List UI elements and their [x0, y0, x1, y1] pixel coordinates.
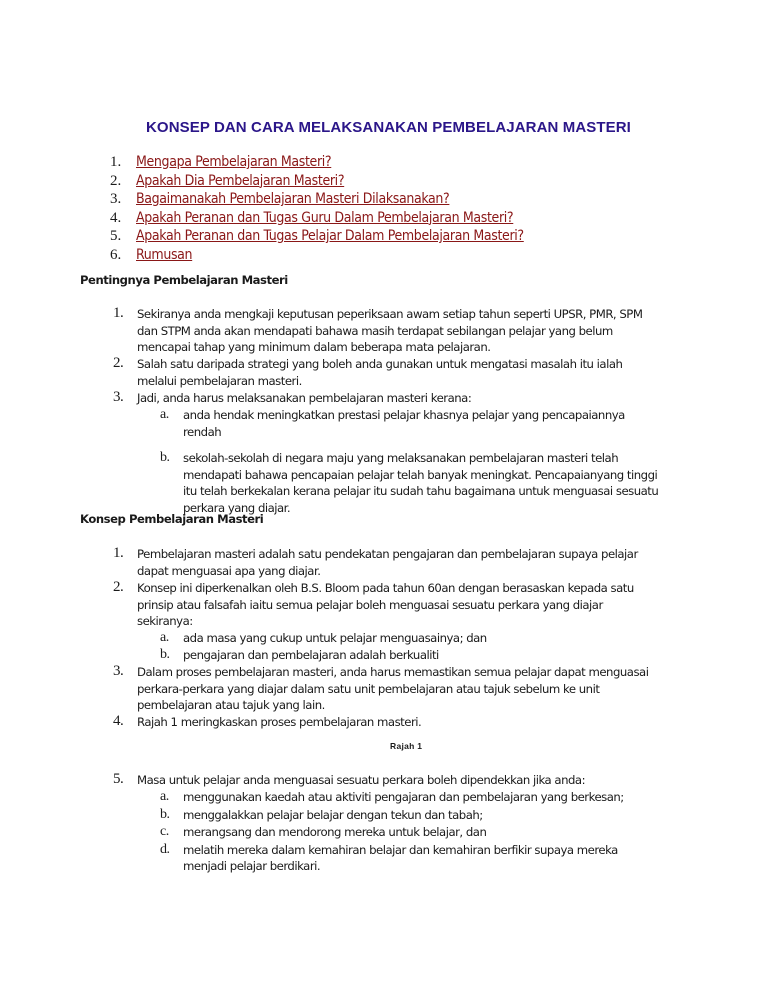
text-line: anda hendak meningkatkan prestasi pelajar khasnya pelajar yang pencapaiannya	[183, 408, 625, 422]
text-line: sekiranya:	[137, 614, 193, 629]
item-text	[183, 824, 683, 841]
sub-list-item	[0, 630, 768, 647]
toc-item	[110, 245, 524, 264]
list-item	[0, 664, 768, 714]
item-text	[137, 356, 682, 389]
item-text	[183, 630, 683, 647]
item-text	[183, 807, 683, 824]
section-pentingnya-list	[0, 306, 768, 516]
toc-number: 2.	[110, 172, 122, 189]
toc-number: 4.	[110, 209, 122, 226]
text-line: Pembelajaran masteri adalah satu pendekatan pengajaran dan pembelajaran supaya pelajar	[137, 547, 638, 561]
sub-list-item	[0, 824, 768, 842]
text-line: Sekiranya anda mengkaji keputusan peperiksaan awam setiap tahun seperti UPSR, PMR, SPM	[137, 307, 643, 321]
sub-list-item	[0, 647, 768, 664]
item-text	[183, 450, 683, 516]
toc-number: 1.	[110, 154, 122, 170]
text-line: Masa untuk pelajar anda menguasai sesuatu perkara boleh dipendekkan jika anda:	[137, 773, 586, 787]
list-item	[0, 714, 768, 731]
text-line: mendapati bahawa pencapaian pelajar telah banyak meningkat. Pencapaianyang tinggi	[183, 467, 658, 482]
item-number: 4.	[113, 713, 124, 729]
section-konsep-list-continued	[0, 772, 768, 876]
toc-link-bagaimanakah[interactable]: Bagaimanakah Pembelajaran Masteri Dilaksanakan?	[136, 191, 450, 208]
text-line: Dalam proses pembelajaran masteri, anda harus memastikan semua pelajar dapat menguasai	[137, 665, 649, 679]
item-number: 5.	[113, 771, 124, 787]
text-line: melatih mereka dalam kemahiran belajar dan kemahiran berfikir supaya mereka	[183, 842, 618, 857]
section-konsep-list	[0, 546, 768, 731]
item-letter: b.	[160, 806, 170, 822]
list-item	[0, 580, 768, 630]
text-line: Salah satu daripada strategi yang boleh anda gunakan untuk mengatasi masalah itu ialah	[137, 357, 623, 371]
item-letter: b.	[160, 647, 170, 662]
text-line: itu telah berkekalan kerana pelajar itu sudah tahu bagaimana untuk menguasai sesuatu	[183, 484, 659, 499]
text-line: Rajah 1 meringkaskan proses pembelajaran masteri.	[137, 715, 422, 729]
item-letter: a.	[160, 789, 169, 804]
text-line: pengajaran dan pembelajaran adalah berkualiti	[183, 648, 439, 662]
list-item	[0, 390, 768, 407]
item-text	[137, 664, 682, 714]
text-line: ada masa yang cukup untuk pelajar menguasainya; dan	[183, 631, 487, 645]
sub-list-item	[0, 807, 768, 825]
figure-caption: Rajah 1	[390, 741, 423, 751]
item-number: 1.	[113, 545, 124, 561]
list-item	[0, 772, 768, 789]
item-number: 2.	[113, 579, 124, 595]
item-number: 3.	[113, 389, 124, 405]
item-text	[137, 546, 682, 579]
list-item	[0, 306, 768, 356]
text-line: merangsang dan mendorong mereka untuk belajar, dan	[183, 825, 487, 839]
toc-number: 6.	[110, 246, 122, 263]
item-letter: a.	[160, 630, 169, 645]
sub-list-item	[0, 450, 768, 516]
sub-list-item	[0, 842, 768, 876]
section-heading-pentingnya: Pentingnya Pembelajaran Masteri	[80, 273, 288, 287]
toc-item	[110, 152, 524, 171]
item-number: 3.	[113, 663, 124, 679]
item-letter: c.	[160, 824, 169, 839]
toc-item	[110, 208, 524, 227]
item-text	[137, 390, 682, 407]
toc-link-rumusan[interactable]: Rumusan	[136, 246, 193, 263]
item-text	[183, 842, 683, 875]
toc-item	[110, 171, 524, 190]
item-text	[137, 714, 682, 731]
text-line: perkara yang diajar.	[183, 500, 291, 515]
text-line: sekolah-sekolah di negara maju yang melaksanakan pembelajaran masteri telah	[183, 451, 619, 465]
item-text	[137, 306, 682, 356]
toc-link-peranan-guru[interactable]: Apakah Peranan dan Tugas Guru Dalam Pembelajaran Masteri?	[136, 209, 514, 226]
text-line: menggalakkan pelajar belajar dengan tekun dan tabah;	[183, 807, 483, 822]
section-heading-konsep: Konsep Pembelajaran Masteri	[80, 512, 264, 526]
item-text	[183, 407, 683, 440]
toc-link-peranan-pelajar[interactable]: Apakah Peranan dan Tugas Pelajar Dalam Pembelajaran Masteri?	[136, 228, 524, 245]
sub-list-item	[0, 407, 768, 450]
text-line: rendah	[183, 424, 222, 439]
item-number: 1.	[113, 305, 124, 321]
table-of-contents	[110, 152, 524, 264]
text-line: dapat menguasai apa yang diajar.	[137, 563, 321, 578]
item-letter: b.	[160, 450, 170, 465]
item-text	[183, 789, 683, 806]
item-letter: a.	[160, 407, 169, 422]
item-text	[137, 772, 682, 789]
toc-link-apakah-dia[interactable]: Apakah Dia Pembelajaran Masteri?	[136, 172, 345, 189]
text-line: melalui pembelajaran masteri.	[137, 373, 302, 388]
toc-item	[110, 226, 524, 245]
toc-item	[110, 189, 524, 208]
text-line: prinsip atau falsafah iaitu semua pelajar boleh menguasai sesuatu perkara yang diajar	[137, 597, 603, 612]
text-line: Jadi, anda harus melaksanakan pembelajaran masteri kerana:	[137, 391, 472, 405]
text-line: Konsep ini diperkenalkan oleh B.S. Bloom pada tahun 60an dengan berasaskan kepada satu	[137, 581, 634, 595]
text-line: pembelajaran atau tajuk yang lain.	[137, 698, 325, 713]
document-title: KONSEP DAN CARA MELAKSANAKAN PEMBELAJARAN MASTERI	[146, 119, 631, 136]
text-line: dan STPM anda akan mendapati bahawa masih terdapat sebilangan pelajar yang belum	[137, 323, 613, 338]
text-line: menggunakan kaedah atau aktiviti pengajaran dan pembelajaran yang berkesan;	[183, 790, 624, 804]
list-item	[0, 546, 768, 580]
text-line: mencapai tahap yang minimum dalam beberapa mata pelajaran.	[137, 340, 491, 355]
item-text	[183, 647, 683, 664]
toc-number: 5.	[110, 228, 122, 245]
text-line: perkara-perkara yang diajar dalam satu unit pembelajaran atau tajuk sebelum ke unit	[137, 681, 600, 696]
item-number: 2.	[113, 355, 124, 371]
list-item	[0, 356, 768, 390]
sub-list-item	[0, 789, 768, 807]
item-text	[137, 580, 682, 630]
toc-number: 3.	[110, 191, 122, 208]
text-line: menjadi pelajar berdikari.	[183, 859, 321, 874]
item-letter: d.	[160, 841, 170, 857]
toc-link-mengapa[interactable]: Mengapa Pembelajaran Masteri?	[136, 154, 332, 170]
